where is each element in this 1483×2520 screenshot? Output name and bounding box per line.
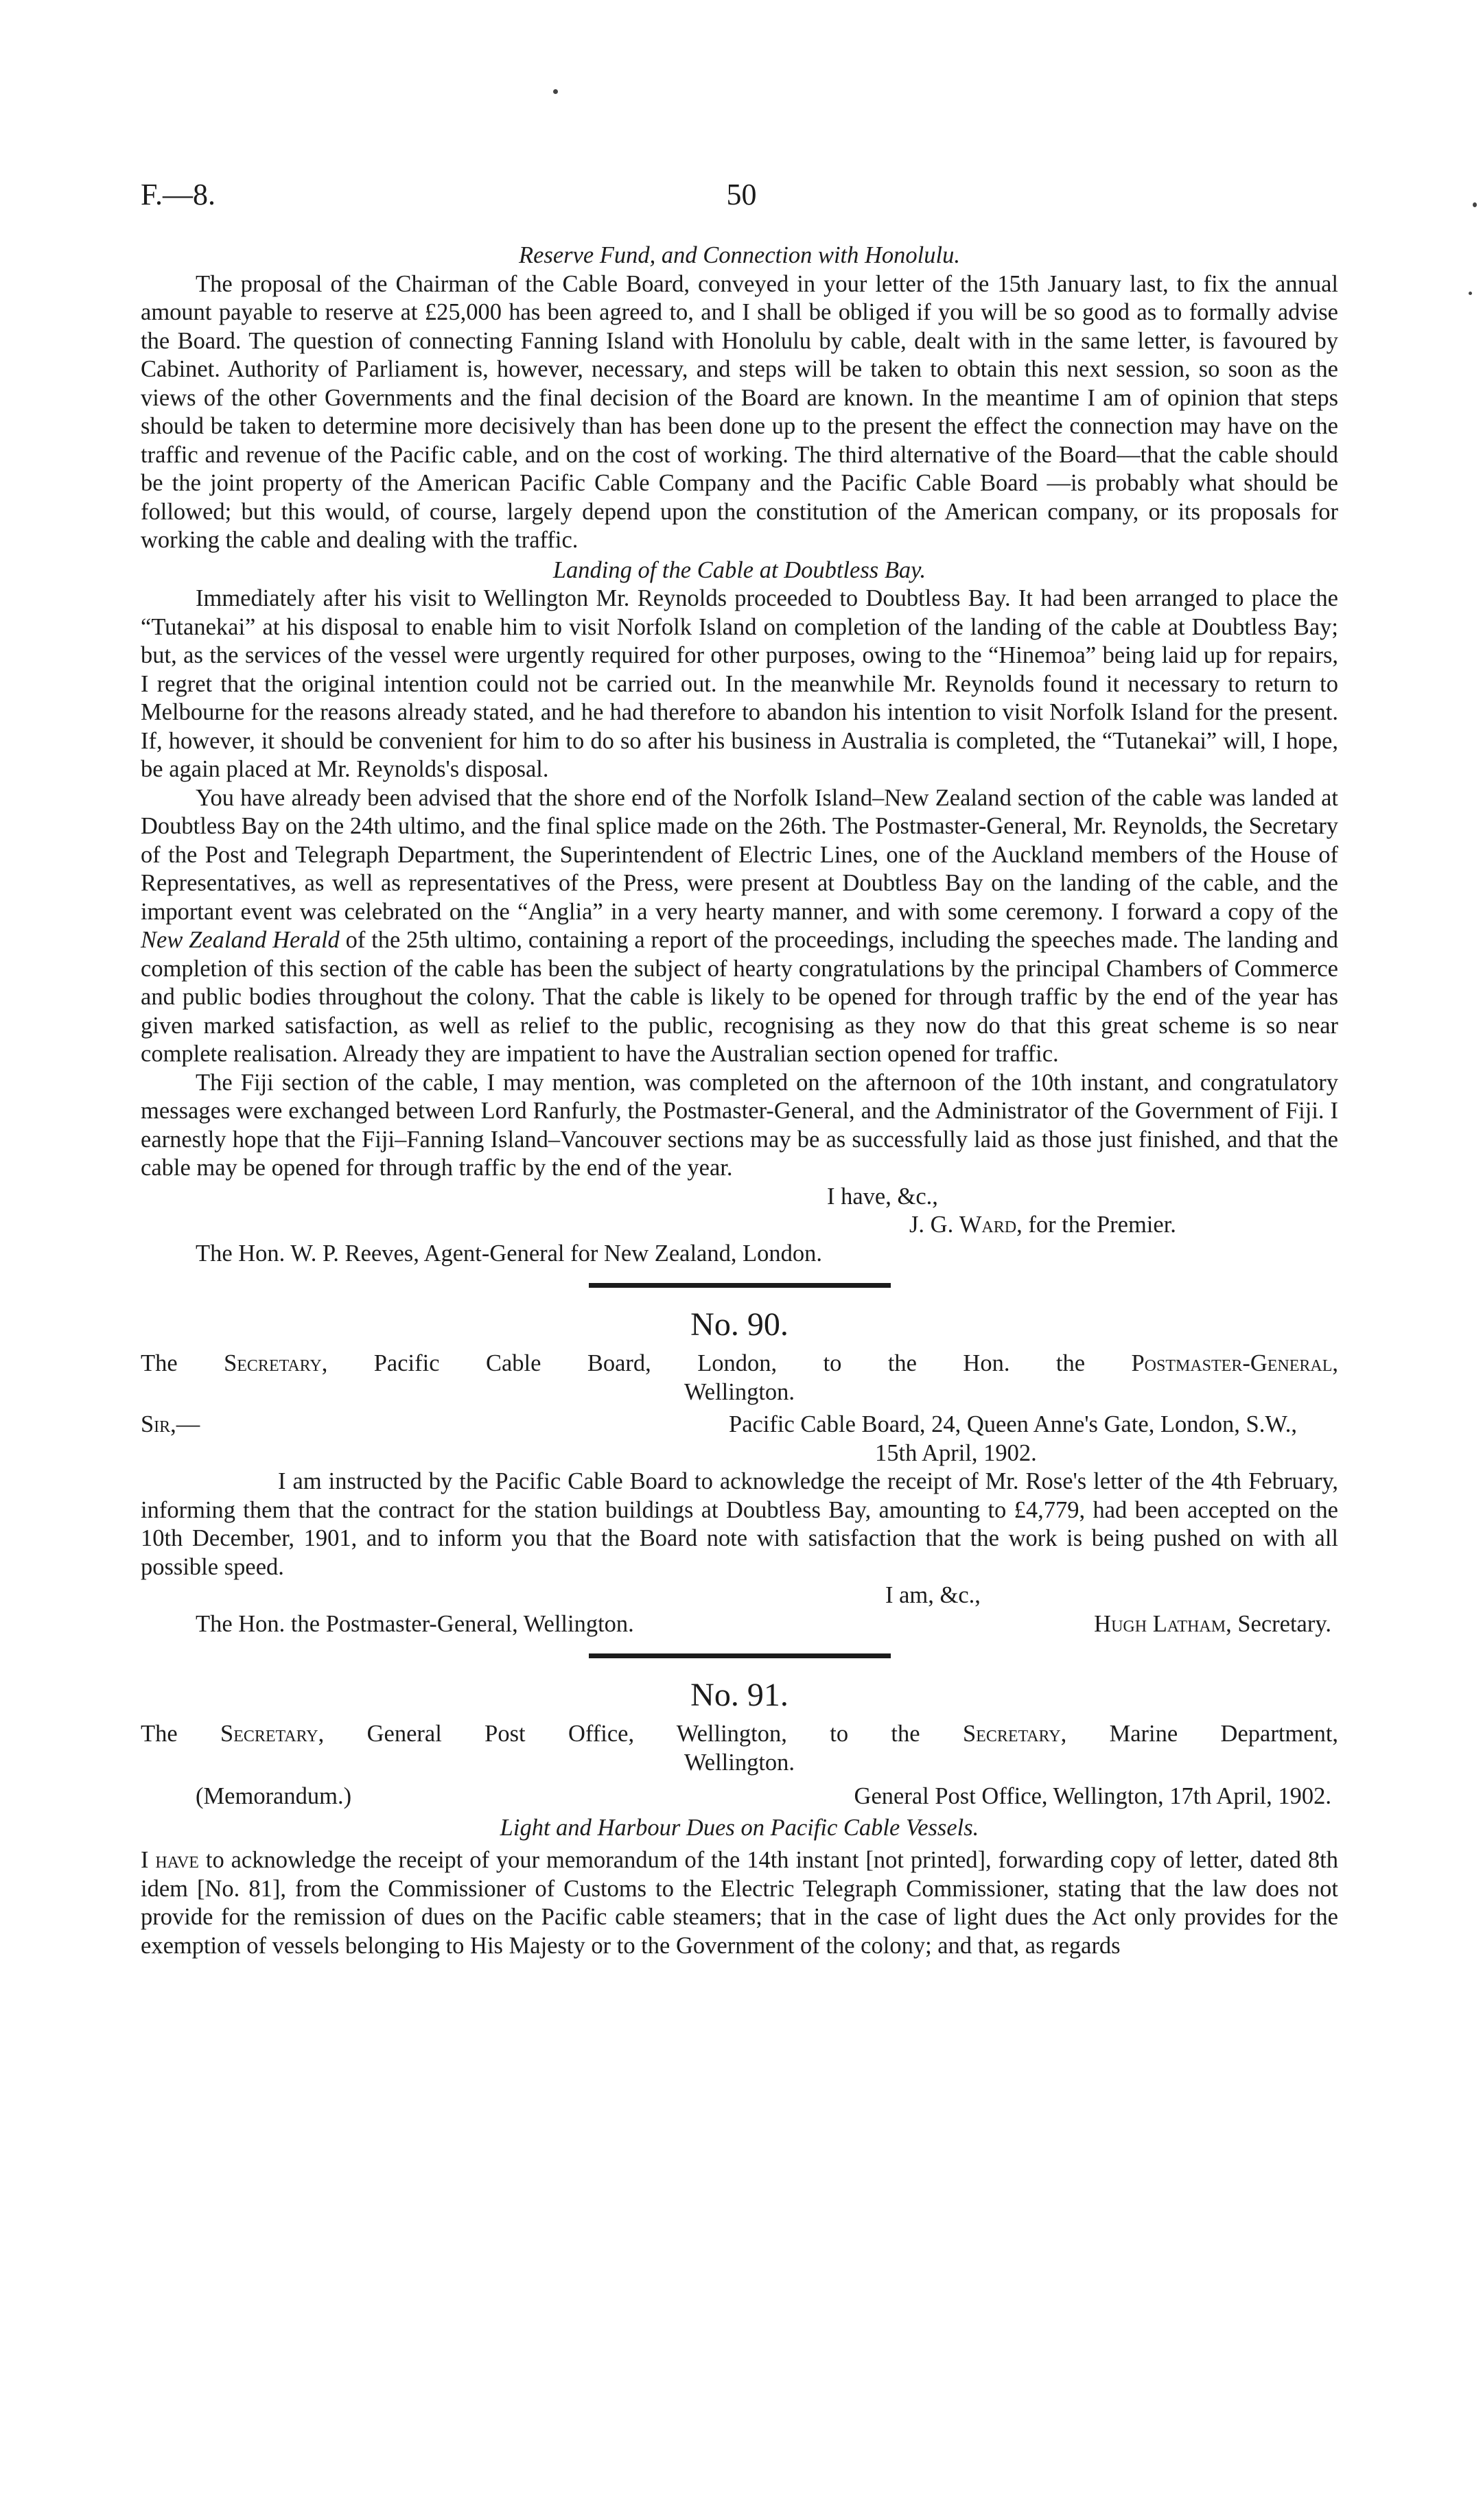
section-divider — [589, 1653, 891, 1658]
signature — [1094, 1610, 1331, 1639]
address-to: Secretary — [962, 1721, 1061, 1747]
page-number: 50 — [726, 178, 757, 211]
paragraph-text: of the 25th ultimo, containing a report of the proceedings, including the speeches made. The landing and completion of this section of the cable has been the subject of hearty congratulations by the principal Chambers of Commerce and public bodies throughout the colony. That the cable is likely to be opened for through traffic by the end of the year has given marked satisfaction, as well as relief to the public, recognising as they now do that this great scheme is so near complete realisation. Already they are impatient to have the Australian section opened for traffic. — [141, 927, 1338, 1067]
section-heading-reserve-fund: Reserve Fund, and Connection with Honolulu. — [519, 242, 960, 268]
paragraph: The proposal of the Chairman of the Cable Board, conveyed in your letter of the 15th January last, to fix the annual amount payable to reserve at £25,000 has been agreed to, and I shall be obliged if you will be so good as to formally advise the Board. The question of connecting Fanning Island with Honolulu by cable, dealt with in the same letter, is favoured by Cabinet. Authority of Parliament is, however, necessary, and steps will be taken to obtain this next session, so soon as the views of the other Governments and the final decision of the Board are known. In the meantime I am of opinion that steps should be taken to determine more decisively than has been done up to the present the effect the connection may have on the traffic and revenue of the Pacific cable, and on the cost of working. The third alternative of the Board—that the cable should be the joint property of the American Pacific Cable Company and the Pacific Cable Board —is probably what should be followed; but this would, of course, largely depend upon the constitution of the American company, or its proposals for working the cable and dealing with the traffic. — [141, 270, 1338, 553]
signature-row — [141, 1610, 1338, 1639]
letter-heading-row — [141, 1411, 1338, 1439]
signature — [141, 1211, 1338, 1240]
scan-speck — [553, 89, 558, 94]
address-line: The Secretary, Pacific Cable Board, London, to the Hon. the Postmaster-General, — [141, 1350, 1339, 1376]
document-body — [141, 242, 1338, 1960]
letter-number: No. 90. — [690, 1306, 789, 1343]
paragraph-text: You have already been advised that the shore end of the Norfolk Island–New Zealand section of the cable was landed at Doubtless Bay on the 24th ultimo, and the final splice made on the 26th. The Postmaster-General, Mr. Reynolds, the Secretary of the Post and Telegraph Department, the Superintendent of Electric Lines, one of the Auckland members of the House of Representatives, as well as representatives of the Press, were present at Doubtless Bay on the landing of the cable, and the important event was celebrated on the “Anglia” in a very hearty manner, and with some ceremony. I forward a copy of the — [141, 784, 1338, 925]
addressee: The Hon. W. P. Reeves, Agent-General for New Zealand, London. — [196, 1240, 823, 1267]
address-from: Secretary — [220, 1721, 318, 1747]
recipient: The Hon. the Postmaster-General, Wellington. — [196, 1610, 634, 1637]
paragraph — [141, 1846, 1338, 1960]
closing: I am, &c., — [885, 1582, 981, 1608]
address-from: Secretary — [224, 1350, 322, 1376]
paragraph — [141, 784, 1338, 1069]
address-line-2: Wellington. — [684, 1749, 795, 1776]
memo-label: (Memorandum.) — [196, 1783, 352, 1809]
letter-number: No. 91. — [690, 1677, 789, 1713]
address-line-2: Wellington. — [684, 1378, 795, 1405]
salutation: Sir,— — [141, 1411, 200, 1437]
signature-role: , Secretary. — [1226, 1610, 1331, 1637]
section-divider — [589, 1283, 891, 1288]
signature-name: Hugh Latham — [1094, 1610, 1226, 1637]
memo-location-date: General Post Office, Wellington, 17th April, 1902. — [854, 1783, 1331, 1809]
scan-speck — [1473, 202, 1477, 207]
section-heading-landing: Landing of the Cable at Doubtless Bay. — [552, 556, 926, 583]
memo-heading-row — [141, 1782, 1338, 1811]
address-to: Postmaster-General — [1131, 1350, 1333, 1376]
opening-words: I have — [141, 1847, 199, 1873]
closing: I have, &c., — [827, 1183, 938, 1210]
paragraph-text: to acknowledge the receipt of your memorandum of the 14th instant [not printed], forwarding copy of letter, dated 8th idem [No. 81], from the Commissioner of Customs to the Electric Telegraph Commissioner, stating that the law does not provide for the remission of dues on the Pacific cable steamers; that in the case of light dues the Act only provides for the exemption of vessels belonging to His Majesty or to the Government of the colony; and that, as regards — [141, 1847, 1339, 1959]
letter-location: Pacific Cable Board, 24, Queen Anne's Gate, London, S.W., — [729, 1411, 1297, 1437]
paragraph: The Fiji section of the cable, I may mention, was completed on the afternoon of the 10th instant, and congratulatory messages were exchanged between Lord Ranfurly, the Postmaster-General, and the Administrator of the Government of Fiji. I earnestly hope that the Fiji–Fanning Island–Vancouver sections may be as successfully laid as those just finished, and that the cable may be opened for through traffic by the end of the year. — [141, 1069, 1338, 1181]
section-heading-light-dues: Light and Harbour Dues on Pacific Cable Vessels. — [500, 1814, 979, 1841]
page-header — [141, 177, 1342, 225]
document-code: F.—8. — [141, 178, 215, 211]
letter-date: 15th April, 1902. — [875, 1439, 1037, 1466]
newspaper-title: New Zealand Herald — [141, 927, 340, 953]
paragraph: Immediately after his visit to Wellington Mr. Reynolds proceeded to Doubtless Bay. It had been arranged to place the “Tutanekai” at his disposal to enable him to visit Norfolk Island on completion of the landing of the cable at Doubtless Bay; but, as the services of the vessel were urgently required for other purposes, owing to the “Hinemoa” being laid up for repairs, I regret that the original intention could not be carried out. In the meanwhile Mr. Reynolds found it necessary to return to Melbourne for the reasons already stated, and he had therefore to abandon his intention to visit Norfolk Island for the present. If, however, it should be convenient for him to do so after his business in Australia is completed, the “Tutanekai” will, I hope, be again placed at Mr. Reynolds's disposal. — [141, 585, 1338, 782]
paragraph: I am instructed by the Pacific Cable Board to acknowledge the receipt of Mr. Rose's letter of the 4th February, informing them that the contract for the station buildings at Doubtless Bay, amounting to £4,779, had been accepted on the 10th December, 1901, and to inform you that the Board note with satisfaction that the work is being pushed on with all possible speed. — [141, 1468, 1338, 1580]
address-line: The Secretary, General Post Office, Wellington, to the Secretary, Marine Department, — [141, 1721, 1339, 1747]
scan-speck — [1469, 292, 1472, 295]
signature-name: Ward — [959, 1212, 1017, 1238]
signature-initials: J. G. — [909, 1212, 954, 1238]
signature-role: , for the Premier. — [1016, 1212, 1176, 1238]
